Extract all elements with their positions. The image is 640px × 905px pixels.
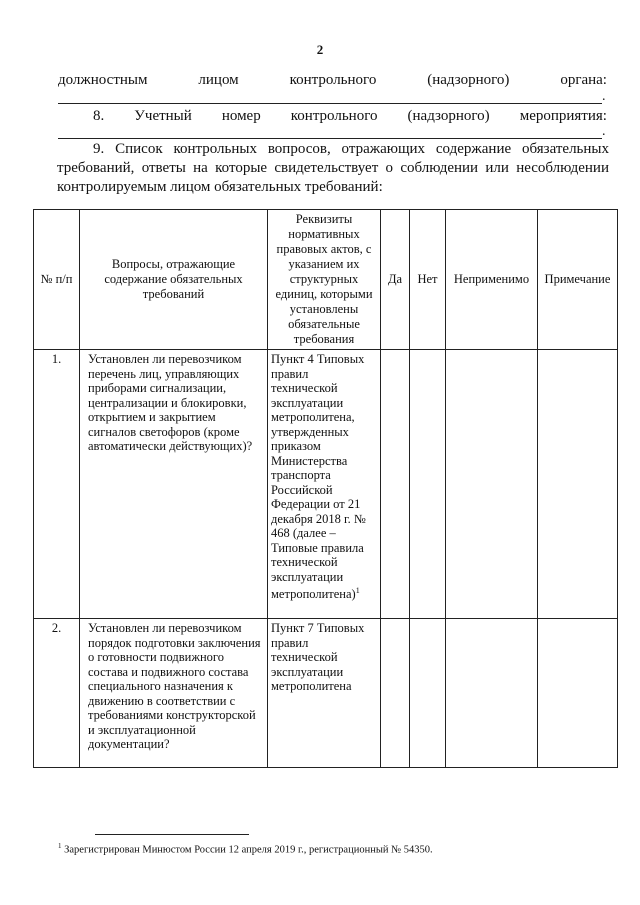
word: контрольного <box>289 72 377 88</box>
word: должностным <box>58 72 148 88</box>
header-num: № п/п <box>34 210 80 350</box>
header-questions: Вопросы, отражающие содержание обязательных требований <box>80 210 268 350</box>
word: (надзорного) <box>407 108 490 124</box>
answer-not-applicable-cell[interactable] <box>446 350 538 619</box>
table-row <box>34 350 618 619</box>
registration-number-line <box>93 108 607 125</box>
answer-not-applicable-cell[interactable] <box>446 619 538 768</box>
line-end-mark: . <box>602 89 606 104</box>
header-not-applicable: Неприменимо <box>446 210 538 350</box>
header-requisites: Реквизиты нормативных правовых актов, с указанием их структурных единиц, которыми установлены обязательные требования <box>268 210 381 350</box>
row-requisites <box>268 350 381 619</box>
word: Учетный <box>134 108 192 124</box>
row-number: 2. <box>34 619 80 768</box>
row-number: 1. <box>34 350 80 619</box>
table-header-row <box>34 210 618 350</box>
row-question: Установлен ли перевозчиком перечень лиц, управляющих приборами сигнализации, централизации и блокировки, открытием и закрытием сигналов светофоров (кроме автоматически действующих)? <box>80 350 268 619</box>
footnote-text: Зарегистрирован Минюстом России 12 апреля 2019 г., регистрационный № 54350. <box>64 844 433 856</box>
word: номер <box>221 108 261 124</box>
header-yes: Да <box>381 210 410 350</box>
answer-yes-cell[interactable] <box>381 619 410 768</box>
row-question: Установлен ли перевозчиком порядок подготовки заключения о готовности подвижного состава и подвижного состава специального назначения к движению в соответствии с требованиями конструкторской и эксплуатационной документации? <box>80 619 268 768</box>
table-row <box>34 619 618 768</box>
note-cell[interactable] <box>538 350 618 619</box>
checklist-table <box>33 209 618 768</box>
footnote-ref: 1 <box>355 586 360 595</box>
item-number: 8. <box>93 108 105 124</box>
footnote-mark: 1 <box>58 842 62 850</box>
footnote <box>58 842 433 856</box>
answer-no-cell[interactable] <box>410 619 446 768</box>
word: мероприятия: <box>519 108 607 124</box>
word: органа: <box>560 72 607 88</box>
header-no: Нет <box>410 210 446 350</box>
row-requisites: Пункт 7 Типовых правил технической эксплуатации метрополитена <box>268 619 381 768</box>
word: контрольного <box>290 108 378 124</box>
footnote-separator <box>95 834 249 835</box>
answer-yes-cell[interactable] <box>381 350 410 619</box>
header-note: Примечание <box>538 210 618 350</box>
line-end-mark: . <box>602 124 606 139</box>
paragraph-9: 9. Список контрольных вопросов, отражающих содержание обязательных требований, ответы на которые свидетельствует о соблюдении или несоблюдении контролируемым лицом обязательных требований: <box>57 141 609 195</box>
fill-in-line <box>58 103 602 104</box>
answer-no-cell[interactable] <box>410 350 446 619</box>
official-line <box>58 72 607 89</box>
word: лицом <box>198 72 239 88</box>
fill-in-line <box>58 138 602 139</box>
page-number: 2 <box>316 42 324 57</box>
note-cell[interactable] <box>538 619 618 768</box>
word: (надзорного) <box>427 72 510 88</box>
requisites-text: Пункт 4 Типовых правил технической эксплуатации метрополитена, утвержденных приказом Министерства транспорта Российской Федерации от 21 декабря 2018 г. № 468 (далее – Типовые правила технической эксплуатации метрополитена) <box>271 352 366 602</box>
